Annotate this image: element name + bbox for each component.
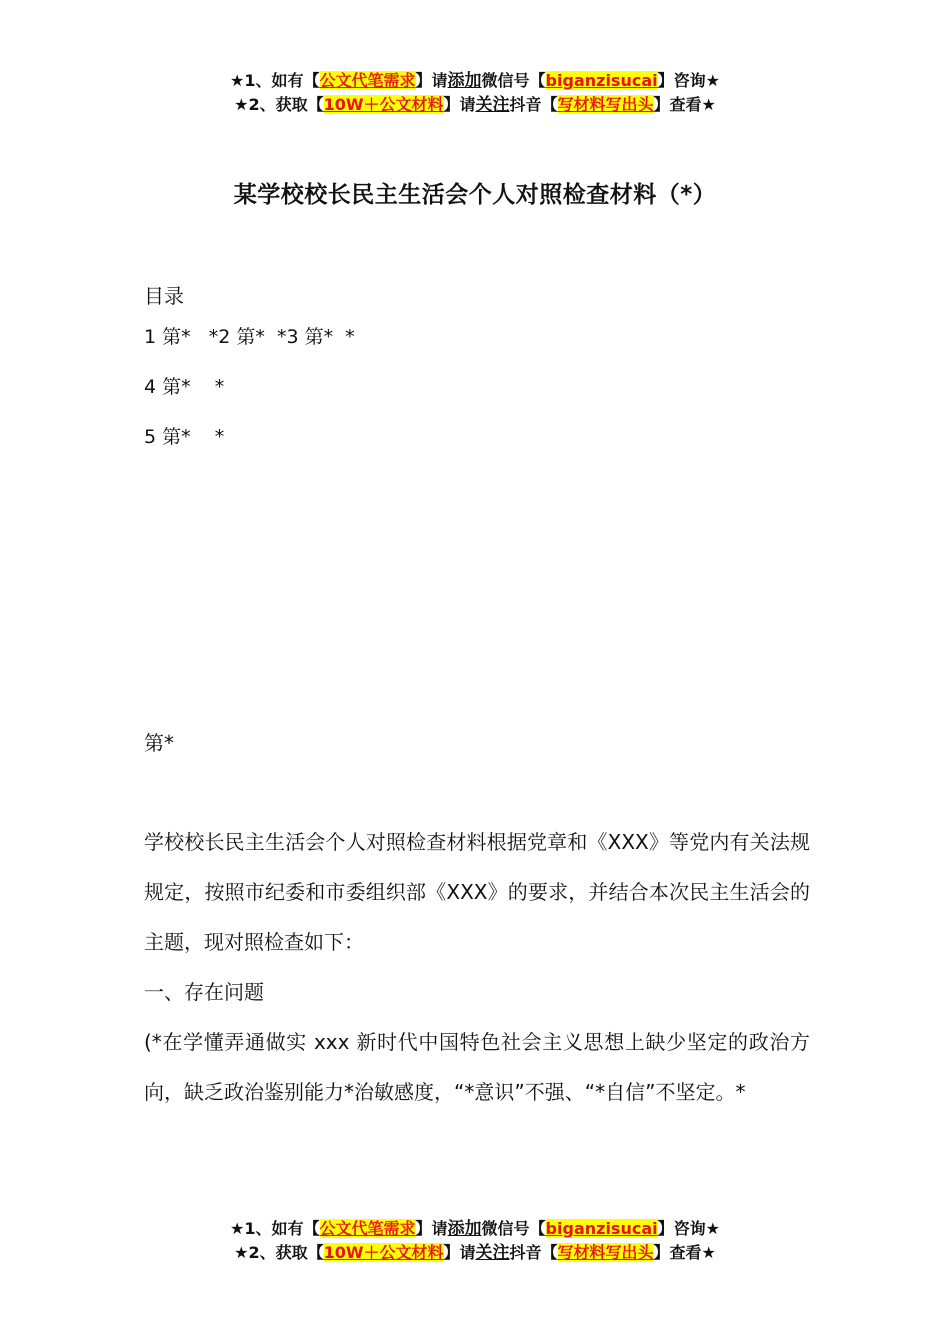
banner-text: 】请 <box>415 71 448 90</box>
banner-highlight: biganzisucai <box>545 71 658 90</box>
banner-text: 】查看★ <box>653 1243 716 1262</box>
intro-paragraph: 学校校长民主生活会个人对照检查材料根据党章和《XXX》等党内有关法规规定，按照市纪委和市委组织部《XXX》的要求，并结合本次民主生活会的主题，现对照检查如下： <box>144 830 810 954</box>
banner-text: 微信号【 <box>481 71 546 90</box>
banner-text: ★1、如有【 <box>230 1219 320 1238</box>
banner-text: ★2、获取【 <box>234 95 324 114</box>
banner-line-1 <box>0 1217 950 1241</box>
banner-line-1 <box>0 69 950 93</box>
top-banner <box>0 69 950 117</box>
banner-emphasis: 关注 <box>475 1243 510 1263</box>
banner-text: 】请 <box>443 95 476 114</box>
banner-line-2 <box>0 93 950 117</box>
banner-text: ★1、如有【 <box>230 71 320 90</box>
banner-text: 抖音【 <box>509 1243 558 1262</box>
banner-emphasis: 关注 <box>475 95 510 115</box>
document-title: 某学校校长民主生活会个人对照检查材料（*） <box>233 182 717 208</box>
banner-highlight: 10W＋公文材料 <box>323 1243 444 1262</box>
banner-text: 】咨询★ <box>657 1219 720 1238</box>
toc-line: 4 第* * <box>144 376 225 398</box>
banner-text: ★2、获取【 <box>234 1243 324 1262</box>
body-text <box>144 817 810 1117</box>
bottom-banner <box>0 1217 950 1265</box>
banner-text: 】请 <box>443 1243 476 1262</box>
section-heading: 一、存在问题 <box>144 980 264 1004</box>
banner-text: 】请 <box>415 1219 448 1238</box>
banner-line-2 <box>0 1241 950 1265</box>
banner-highlight: 公文代笔需求 <box>319 1219 416 1238</box>
banner-emphasis: 添加 <box>447 71 482 91</box>
banner-emphasis: 添加 <box>447 1219 482 1239</box>
toc-line: 1 第* *2 第* *3 第* * <box>144 326 355 348</box>
banner-highlight: 10W＋公文材料 <box>323 95 444 114</box>
table-of-contents <box>144 280 355 462</box>
banner-text: 抖音【 <box>509 95 558 114</box>
body-paragraph: (*在学懂弄通做实 xxx 新时代中国特色社会主义思想上缺少坚定的政治方向，缺乏政治鉴别能力*治敏感度，“*意识”不强、“*自信”不坚定。* <box>144 1030 810 1104</box>
banner-highlight: biganzisucai <box>545 1219 658 1238</box>
toc-heading: 目录 <box>144 284 184 308</box>
banner-text: 】查看★ <box>653 95 716 114</box>
banner-text: 】咨询★ <box>657 71 720 90</box>
toc-line: 5 第* * <box>144 426 225 448</box>
section-marker: 第* <box>144 731 174 755</box>
banner-text: 微信号【 <box>481 1219 546 1238</box>
banner-highlight: 写材料写出头 <box>557 95 654 114</box>
banner-highlight: 写材料写出头 <box>557 1243 654 1262</box>
banner-highlight: 公文代笔需求 <box>319 71 416 90</box>
